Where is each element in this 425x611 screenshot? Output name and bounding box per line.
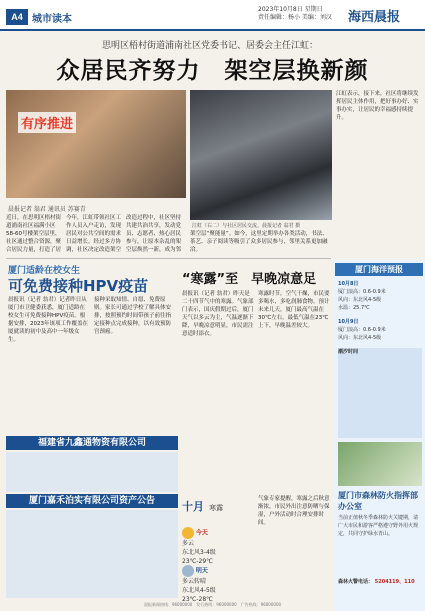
tide-table bbox=[338, 348, 422, 438]
photo-caption: 江虹（右二）与社区居民交流。晨报记者 翁君 摄 bbox=[192, 223, 301, 229]
forecast-2-line-2: 风向：东北风4-5级 bbox=[338, 335, 382, 341]
cold-col-2: 寒露时节，空气干燥，市民要多喝水，多吃润肺食物。预计未来几天，厦门最高气温在30℃左右，最低气温在23℃上下，早晚温差较大。 bbox=[258, 291, 330, 329]
cold-col-1: 晨报讯（记者 翁君）昨天是二十四节气中的寒露。气象部门表示，国庆假期过后，厦门天气以多云为主，气温逐渐下降，早晚凉意明显，市民需注意适时添衣。 bbox=[182, 291, 254, 337]
date-text: 2023年10月8日 星期日 bbox=[258, 6, 323, 13]
fire-phone-label: 森林火警电话： bbox=[338, 579, 374, 585]
fire-phone bbox=[338, 578, 422, 586]
lead-photo-group bbox=[190, 90, 332, 220]
forecast-day-2 bbox=[338, 318, 422, 342]
lead-col-2: 今年，江虹带领社区工作人员入户走访，发现居民对公共空间的需求日益增长。经过多方协调，社区决定改造架空 bbox=[66, 215, 122, 253]
section-divider bbox=[6, 258, 331, 259]
lead-headline: 众居民齐努力 架空层换新颜 bbox=[56, 58, 369, 84]
forecast-1-line-2: 风向：东北风4-5级 bbox=[338, 297, 382, 303]
ad-body-1 bbox=[6, 452, 178, 492]
lead-byline: 晨报记者 翁君 通讯员 苏赛青 bbox=[8, 206, 86, 213]
lead-photo-portrait bbox=[6, 90, 186, 198]
lead-col-4: 架空层“聚能量”。如今，这里定期举办各类活动，书法、茶艺、亲子阅读等吸引了众多居民参与，邻里关系更加融洽。 bbox=[190, 231, 328, 253]
forecast-2-line-1: 厦门浪高：0.6-0.9米 bbox=[338, 327, 386, 333]
fire-phone-number: 5204119、110 bbox=[374, 579, 415, 585]
date-line bbox=[258, 6, 332, 22]
tomorrow-line-3: 23℃-28℃ bbox=[182, 596, 213, 603]
forecast-1-line-1: 厦门浪高：0.6-0.9米 bbox=[338, 289, 386, 295]
lead-col-3: 改造过程中，社区坚持共建共治共享，发动党员、志愿者、热心居民参与，让原本杂乱的架空层焕然一新，成为邻 bbox=[126, 215, 182, 253]
sidebar-news-head: 厦门市森林防火指挥部办公室 bbox=[338, 491, 418, 511]
cold-headline: “寒露”至 早晚凉意足 bbox=[182, 272, 317, 287]
cloud-icon bbox=[182, 565, 194, 577]
calendar-block bbox=[182, 495, 254, 523]
sidebar-news-body: 当前正值秋冬季森林防火关键期，请广大市民和游客严格遵守野外用火规定，共同守护绿水青山。 bbox=[338, 515, 419, 537]
tomorrow-line-1: 多云转晴 bbox=[182, 578, 207, 585]
editor-text: 责任编辑：杨小 美编：刘汉 bbox=[258, 14, 332, 21]
today-line-2: 东北风3-4级 bbox=[182, 549, 216, 556]
tomorrow-line-2: 东北风4-5级 bbox=[182, 587, 216, 594]
ad-banner-1: 福建省九鑫通物资有限公司 bbox=[6, 436, 178, 450]
hpv-col-2: 接种采取知情、自愿、免费原则。家长可通过学校了解具体安排，按照预约时间带孩子前往指定接种点完成接种，以有效预防宫颈癌。 bbox=[94, 297, 172, 335]
sun-icon bbox=[182, 527, 194, 539]
forecast-date-1: 10月8日 bbox=[338, 281, 359, 287]
cold-col-3: 气象专家提醒，寒露之后秋意渐浓，市民外出注意防晒与保湿，户外活动时合理安排时间。 bbox=[258, 496, 330, 526]
lead-photo-badge: 有序推进 bbox=[18, 112, 76, 133]
hpv-headline: 可免费接种HPV疫苗 bbox=[8, 277, 149, 295]
tomorrow-label: 明天 bbox=[195, 567, 208, 575]
lead-col-5: 江虹表示，接下来，社区将继续发挥居民主体作用，把好事办好、实事办实，让居民的幸福感持续提升。 bbox=[336, 91, 419, 121]
hpv-kicker: 厦门适龄在校女生 bbox=[8, 266, 81, 276]
forecast-day-1 bbox=[338, 280, 422, 312]
lead-subhead: 思明区梧村街道浦南社区党委书记、居委会主任江虹： bbox=[101, 41, 318, 51]
calendar-month: 十月 bbox=[182, 500, 204, 513]
section-title: 城市读本 bbox=[32, 14, 72, 25]
hpv-col-1: 晨报讯（记者 翁君）记者昨日从厦门市卫健委获悉，厦门适龄在校女生可免费接种HPV疫苗。根据安排，2023年该项工作覆盖在厦就读的初中及高中一年级女生。 bbox=[8, 297, 88, 343]
tide-label: 潮汐时间 bbox=[338, 349, 359, 355]
calendar-text: 寒露 bbox=[209, 504, 224, 512]
page-footer: 晨报新闻热线：96000000 发行热线：96000000 广告热线：96000000 bbox=[143, 602, 282, 607]
ad-body-2 bbox=[6, 510, 178, 598]
tomorrow-weather bbox=[182, 565, 254, 603]
today-weather bbox=[182, 527, 254, 565]
today-line-1: 多云 bbox=[182, 540, 195, 547]
forest-photo bbox=[338, 442, 422, 486]
header-divider bbox=[0, 29, 425, 31]
forecast-1-line-3: 水温：25.7℃ bbox=[338, 305, 370, 311]
ad-banner-2: 厦门嘉禾泊实有限公司资产公告 bbox=[6, 494, 178, 508]
forecast-date-2: 10月9日 bbox=[338, 319, 359, 325]
page-number: A4 bbox=[6, 9, 28, 25]
newspaper-logo: 海西晨报 bbox=[348, 10, 401, 25]
lead-col-1: 近日，在思明区梧村街道浦南社区福满小区58-60号楼架空层里，社区通过整合资源，聚合居民力量，打造了居 bbox=[6, 215, 62, 253]
today-line-3: 23℃-29℃ bbox=[182, 558, 213, 565]
today-label: 今天 bbox=[195, 529, 208, 537]
sidebar-title: 厦门海洋预报 bbox=[335, 263, 423, 276]
